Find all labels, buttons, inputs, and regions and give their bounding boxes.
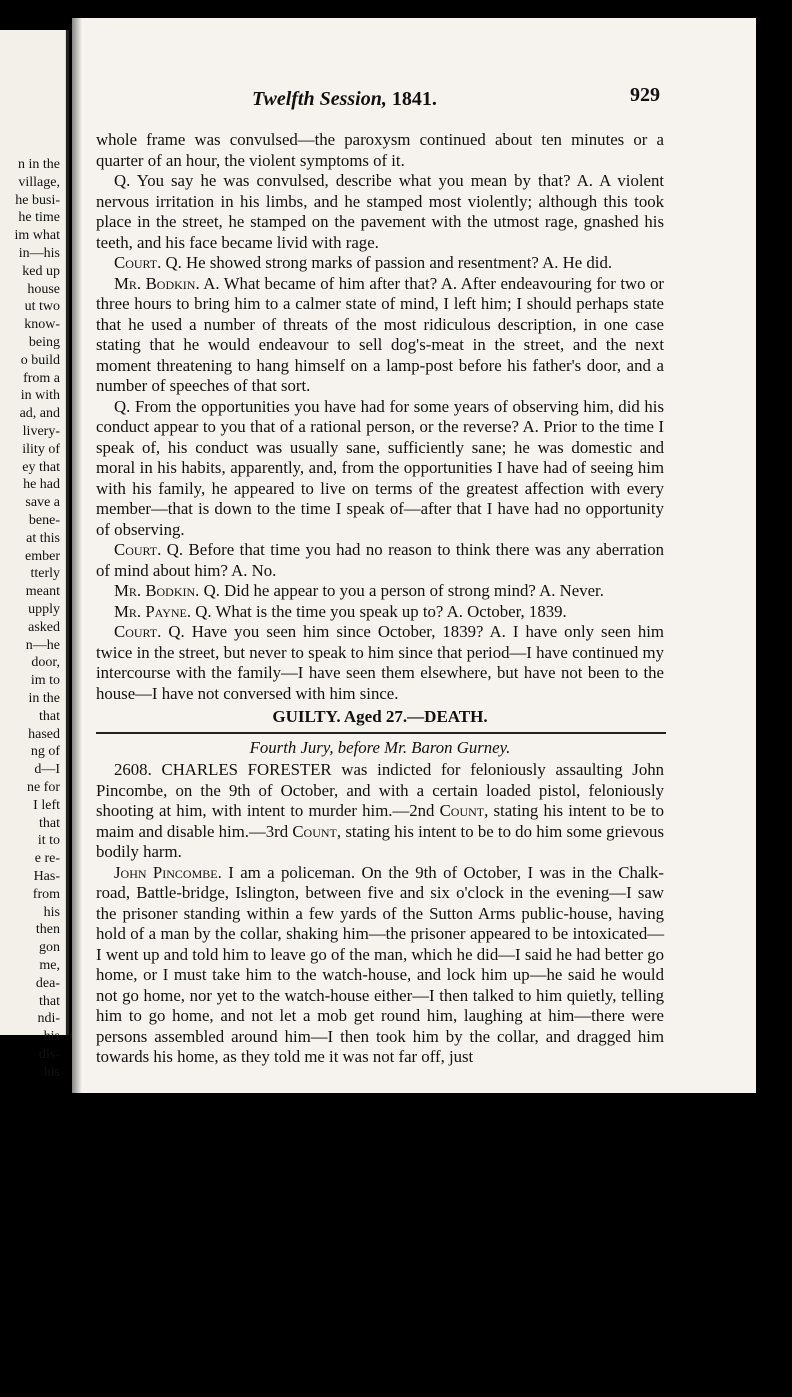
facing-page-fragment: dis- — [39, 1047, 60, 1062]
paragraph-text: was indicted for feloniously assaulting John Pincombe, on the 9th of October, and with a certain loaded pistol, feloniously shooting at him, with intent to murder him.—2nd — [96, 760, 665, 820]
facing-page-fragment: that — [39, 815, 60, 831]
facing-page-fragment: his — [43, 1029, 60, 1045]
facing-page-fragment: in with — [20, 388, 60, 404]
paragraph-text: stating his intent to be to do him some grievous bodily harm. — [96, 821, 664, 861]
speaker-label: Mr. Bodkin. — [114, 581, 200, 600]
speaker-label: Court. — [114, 253, 162, 272]
paragraph-text: Q. Have you seen him since October, 1839? A. I have only seen him twice in the street, but never to speak to him since that period—I have continued my intercourse with the family—I have seen them elsewhere, but have not been to the house—I have not conversed with him since. — [96, 622, 664, 703]
facing-page-fragment: ndi- — [37, 1011, 60, 1027]
book-page — [72, 18, 756, 1093]
facing-page-fragment: ne for — [26, 780, 60, 795]
paragraph — [96, 540, 664, 581]
paragraph: Q. From the opportunities you have had for some years of observing him, did his conduct appear to you that of a rational person, or the reverse? A. Prior to the time I speak of, his conduct was usually sane, sufficiently sane; he was domestic and moral in his habits, apparently, and, from the opportunities I have had of seeing him with his family, he appeared to live on terms of the greatest affection with every member—that is down to the time I speak of—after that I have had no opportunity of observing. — [96, 396, 664, 539]
paragraph-text: Q. He showed strong marks of passion and resentment? A. He did. — [165, 253, 613, 272]
facing-page-fragment: in—his — [18, 246, 60, 261]
paragraph-text: A. What became of him after that? A. After endeavouring for two or three hours to bring him to a calmer state of mind, I left him; I should perhaps state that he used a number of threats of the most ridiculous description, in one case stating that he would endeavour to sell dog's-meat in the street, and the next moment threatening to hang himself on a lamp-post before his father's door, and a number of speeches of that sort. — [96, 273, 664, 395]
facing-page-fragment: n—he — [25, 637, 60, 653]
paragraph — [96, 253, 664, 274]
facing-page-fragment: ng of — [30, 744, 60, 760]
facing-page-fragment: hased — [28, 726, 60, 742]
facing-page-fragment: ut two — [24, 299, 60, 315]
facing-page-fragment: at this — [26, 530, 60, 546]
facing-page-fragment: im what — [14, 228, 60, 244]
facing-page-fragment: dea- — [35, 975, 60, 991]
paragraph — [96, 760, 664, 863]
session-year: 1841. — [391, 88, 437, 110]
speaker-label: Court. — [114, 622, 162, 641]
count-label: Count, — [439, 801, 489, 820]
facing-page-fragment: n in the — [18, 157, 60, 172]
speaker-label: John Pincombe. — [114, 862, 222, 882]
facing-page-fragment: that — [39, 993, 60, 1009]
session-title: Twelfth Session, — [252, 88, 387, 110]
paragraph — [96, 622, 664, 704]
facing-page-fragment: meant — [25, 584, 60, 600]
page-edge — [65, 30, 66, 1035]
facing-page-fragment: upply — [28, 602, 60, 617]
page-number: 929 — [630, 84, 660, 106]
facing-page-fragment: it to — [37, 833, 60, 849]
paragraph — [96, 581, 664, 602]
paragraph — [96, 274, 664, 397]
paragraph — [96, 863, 664, 1068]
facing-page-fragment: then — [35, 922, 60, 938]
facing-page-fragment: know- — [24, 317, 60, 333]
facing-page-fragment: that — [39, 708, 60, 724]
facing-page-fragment: he had — [23, 477, 60, 493]
paragraph: whole frame was convulsed—the paroxysm continued about ten minutes or a quarter of an hour, the violent symptoms of it. — [96, 130, 664, 170]
facing-page-fragment: gon — [39, 940, 60, 956]
facing-page-fragment: asked — [28, 619, 60, 635]
facing-page-fragment: he time — [18, 210, 60, 226]
facing-page-fragment: from — [32, 886, 60, 902]
paragraph-text: I am a policeman. On the 9th of October, I was in the Chalk-road, Battle-bridge, Islington, between five and six o'clock in the evening—I saw the prisoner standing within a few yards of the Sutton Arms public-house, having hold of a man by the collar, shaking him—the prisoner appeared to be intoxicated—I went up and told him to leave go of the man, which he did—I said he had better go home, or I must take him to the watch-house, and lock him up—he said he would not go home, nor yet to the watch-house either—I then talked to him quietly, telling him to go home, and not let a mob get round him, laughing at him—there were persons assembled around him—I then took him by the collar, and dragged him towards his home, as they told me it was not far off, just — [96, 862, 664, 1066]
facing-page-fragment: door, — [31, 655, 60, 671]
facing-page-fragment: Has- — [33, 869, 60, 884]
facing-page-fragment: ked up — [22, 263, 60, 279]
verdict: GUILTY. Aged 27.—DEATH. — [272, 707, 488, 726]
paragraph-text: stating his intent to be to maim and disable him.—3rd — [96, 801, 664, 841]
page-body — [96, 130, 664, 1068]
facing-page-fragment: livery- — [22, 424, 60, 439]
facing-page-fragment: ad, and — [19, 406, 60, 422]
facing-page-fragment: e re- — [34, 851, 60, 867]
speaker-label: Mr. Bodkin. — [114, 273, 200, 293]
facing-page-fragment: me, — [39, 958, 60, 973]
facing-page-fragment: his — [43, 904, 60, 920]
facing-page-fragment: village, — [18, 174, 60, 190]
facing-page-fragment: house — [27, 281, 60, 297]
facing-page-fragment: I left — [33, 797, 60, 813]
facing-page-fragment: bene- — [28, 513, 60, 528]
paragraph-text: Q. Did he appear to you a person of strong mind? A. Never. — [203, 581, 604, 600]
facing-page-strip — [0, 30, 69, 1080]
scan-border — [756, 0, 792, 1397]
facing-page-fragment: d—I — [34, 762, 60, 778]
speaker-label: Mr. Payne. — [114, 601, 192, 621]
facing-page-fragment: his — [43, 1064, 60, 1080]
paragraph — [96, 602, 664, 623]
facing-page-fragment: from a — [23, 370, 60, 386]
facing-page-fragment: im to — [30, 673, 60, 689]
defendant-name: CHARLES FORESTER — [161, 760, 332, 779]
running-head — [252, 88, 437, 111]
case-number: 2608. — [114, 760, 152, 779]
speaker-label: Court. — [114, 540, 162, 559]
facing-page-fragment: o build — [20, 352, 60, 368]
facing-page-fragment: in the — [28, 691, 60, 706]
facing-page-fragment: save a — [25, 495, 60, 511]
facing-page-fragment: ility of — [22, 441, 60, 457]
paragraph-text: Q. What is the time you speak up to? A. October, 1839. — [195, 601, 567, 621]
facing-page-fragment: ey that — [22, 459, 60, 475]
facing-page-fragment: he busi- — [15, 192, 60, 208]
gutter-shadow — [72, 18, 82, 1093]
paragraph-text: Q. Before that time you had no reason to think there was any aberration of mind about him? A. No. — [96, 540, 664, 580]
jury-heading: Fourth Jury, before Mr. Baron Gurney. — [249, 737, 511, 757]
facing-page-fragment: ember — [25, 548, 60, 564]
paragraph: Q. You say he was convulsed, describe what you mean by that? A. A violent nervous irritation in his limbs, and he stamped most violently; although this took place in the street, he stamped on the pavement with the utmost rage, gnashed his teeth, and his face became livid with rage. — [96, 171, 664, 252]
section-rule — [96, 732, 666, 734]
count-label: Count, — [292, 821, 342, 841]
facing-page-fragment: tterly — [30, 566, 60, 582]
facing-page-fragment: being — [28, 335, 60, 350]
